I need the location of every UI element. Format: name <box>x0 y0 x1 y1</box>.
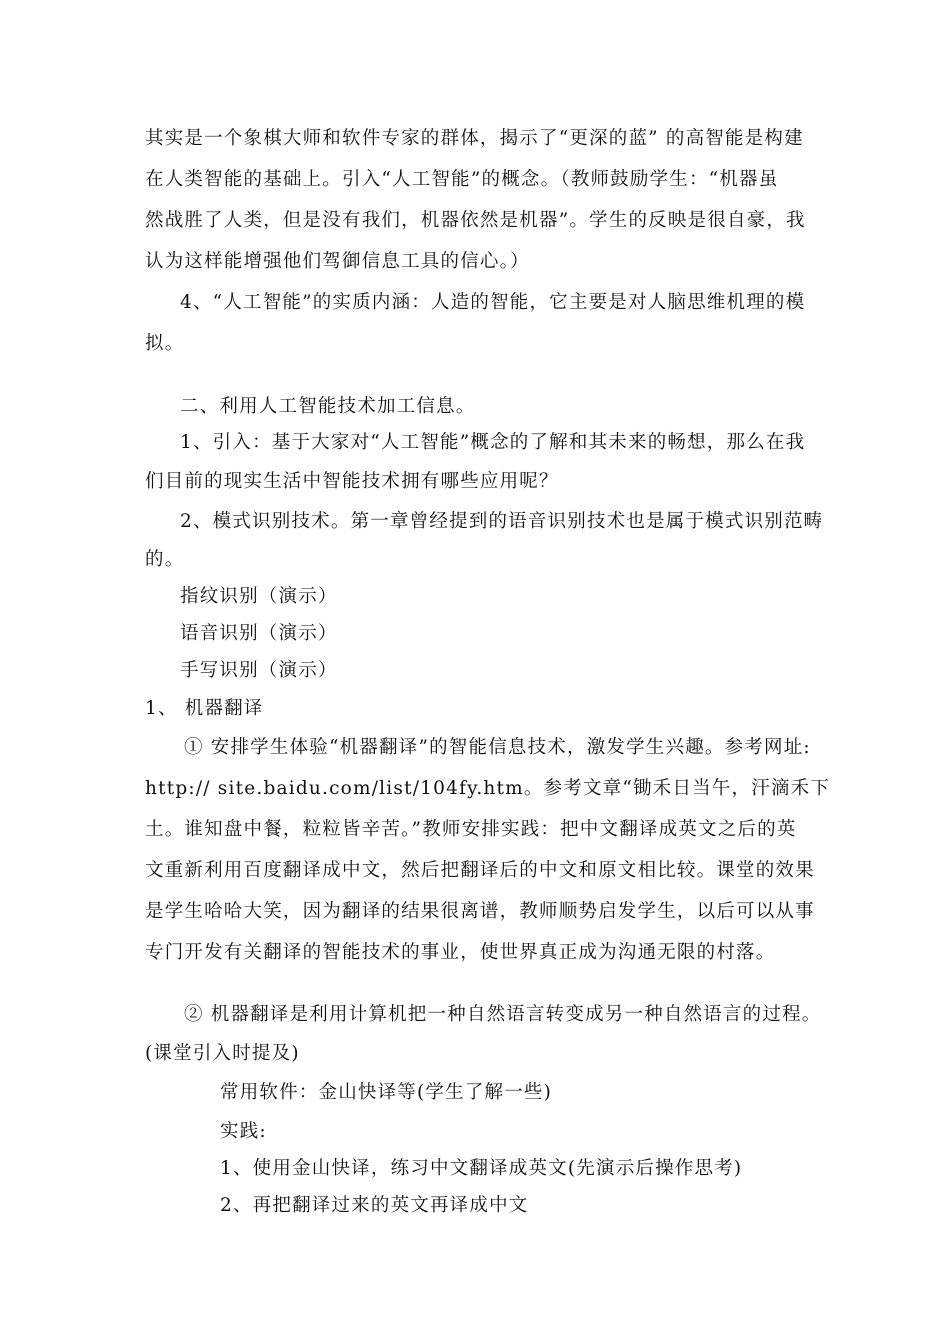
paragraph-line: 1、引入：基于大家对“人工智能”概念的了解和其未来的畅想，那么在我 <box>180 432 806 453</box>
paragraph-line: 实践: <box>220 1121 267 1142</box>
list-item: 语音识别（演示） <box>180 623 338 644</box>
paragraph-line: 是学生哈哈大笑，因为翻译的结果很离谱，教师顺势启发学生，以后可以从事 <box>145 901 815 922</box>
paragraph-line: 专门开发有关翻译的智能技术的事业，使世界真正成为沟通无限的村落。 <box>145 942 776 963</box>
paragraph-line: 其实是一个象棋大师和软件专家的群体，揭示了“更深的蓝” 的高智能是构建 <box>145 128 804 149</box>
list-item: 手写识别（演示） <box>180 660 338 681</box>
paragraph-line: 4、“人工智能”的实质内涵：人造的智能，它主要是对人脑思维机理的模 <box>180 292 806 313</box>
list-item: 2、再把翻译过来的英文再译成中文 <box>220 1195 529 1216</box>
paragraph-line: 2、模式识别技术。第一章曾经提到的语音识别技术也是属于模式识别范畴 <box>180 511 824 532</box>
paragraph-line: 的。 <box>145 549 185 570</box>
paragraph-line: 土。谁知盘中餐，粒粒皆辛苦。”教师安排实践：把中文翻译成英文之后的英 <box>145 819 797 840</box>
paragraph-line: ② 机器翻译是利用计算机把一种自然语言转变成另一种自然语言的过程。 <box>184 1004 822 1025</box>
paragraph-line: 们目前的现实生活中智能技术拥有哪些应用呢？ <box>145 471 559 492</box>
paragraph-line: 认为这样能增强他们驾御信息工具的信心。） <box>145 251 530 272</box>
paragraph-line: (课堂引入时提及) <box>145 1043 300 1064</box>
paragraph-line: 然战胜了人类，但是没有我们，机器依然是机器”。学生的反映是很自豪，我 <box>145 210 806 231</box>
section-heading: 二、利用人工智能技术加工信息。 <box>180 396 476 417</box>
list-item: 1、使用金山快译，练习中文翻译成英文(先演示后操作思考) <box>220 1158 743 1179</box>
subsection-heading: 1、 机器翻译 <box>145 698 264 719</box>
paragraph-line: 拟。 <box>145 333 185 354</box>
paragraph-line: http:// site.baidu.com/list/104fy.htm。参考文章“锄禾日当午，汗滴禾下 <box>145 778 831 799</box>
list-item: 指纹识别（演示） <box>180 586 338 607</box>
paragraph-line: 常用软件：金山快译等(学生了解一些) <box>220 1082 553 1103</box>
paragraph-line: ① 安排学生体验“机器翻译”的智能信息技术，激发学生兴趣。参考网址: <box>184 737 811 758</box>
paragraph-line: 文重新利用百度翻译成中文，然后把翻译后的中文和原文相比较。课堂的效果 <box>145 860 815 881</box>
paragraph-line: 在人类智能的基础上。引入“人工智能”的概念。（教师鼓励学生：“机器虽 <box>145 169 779 190</box>
